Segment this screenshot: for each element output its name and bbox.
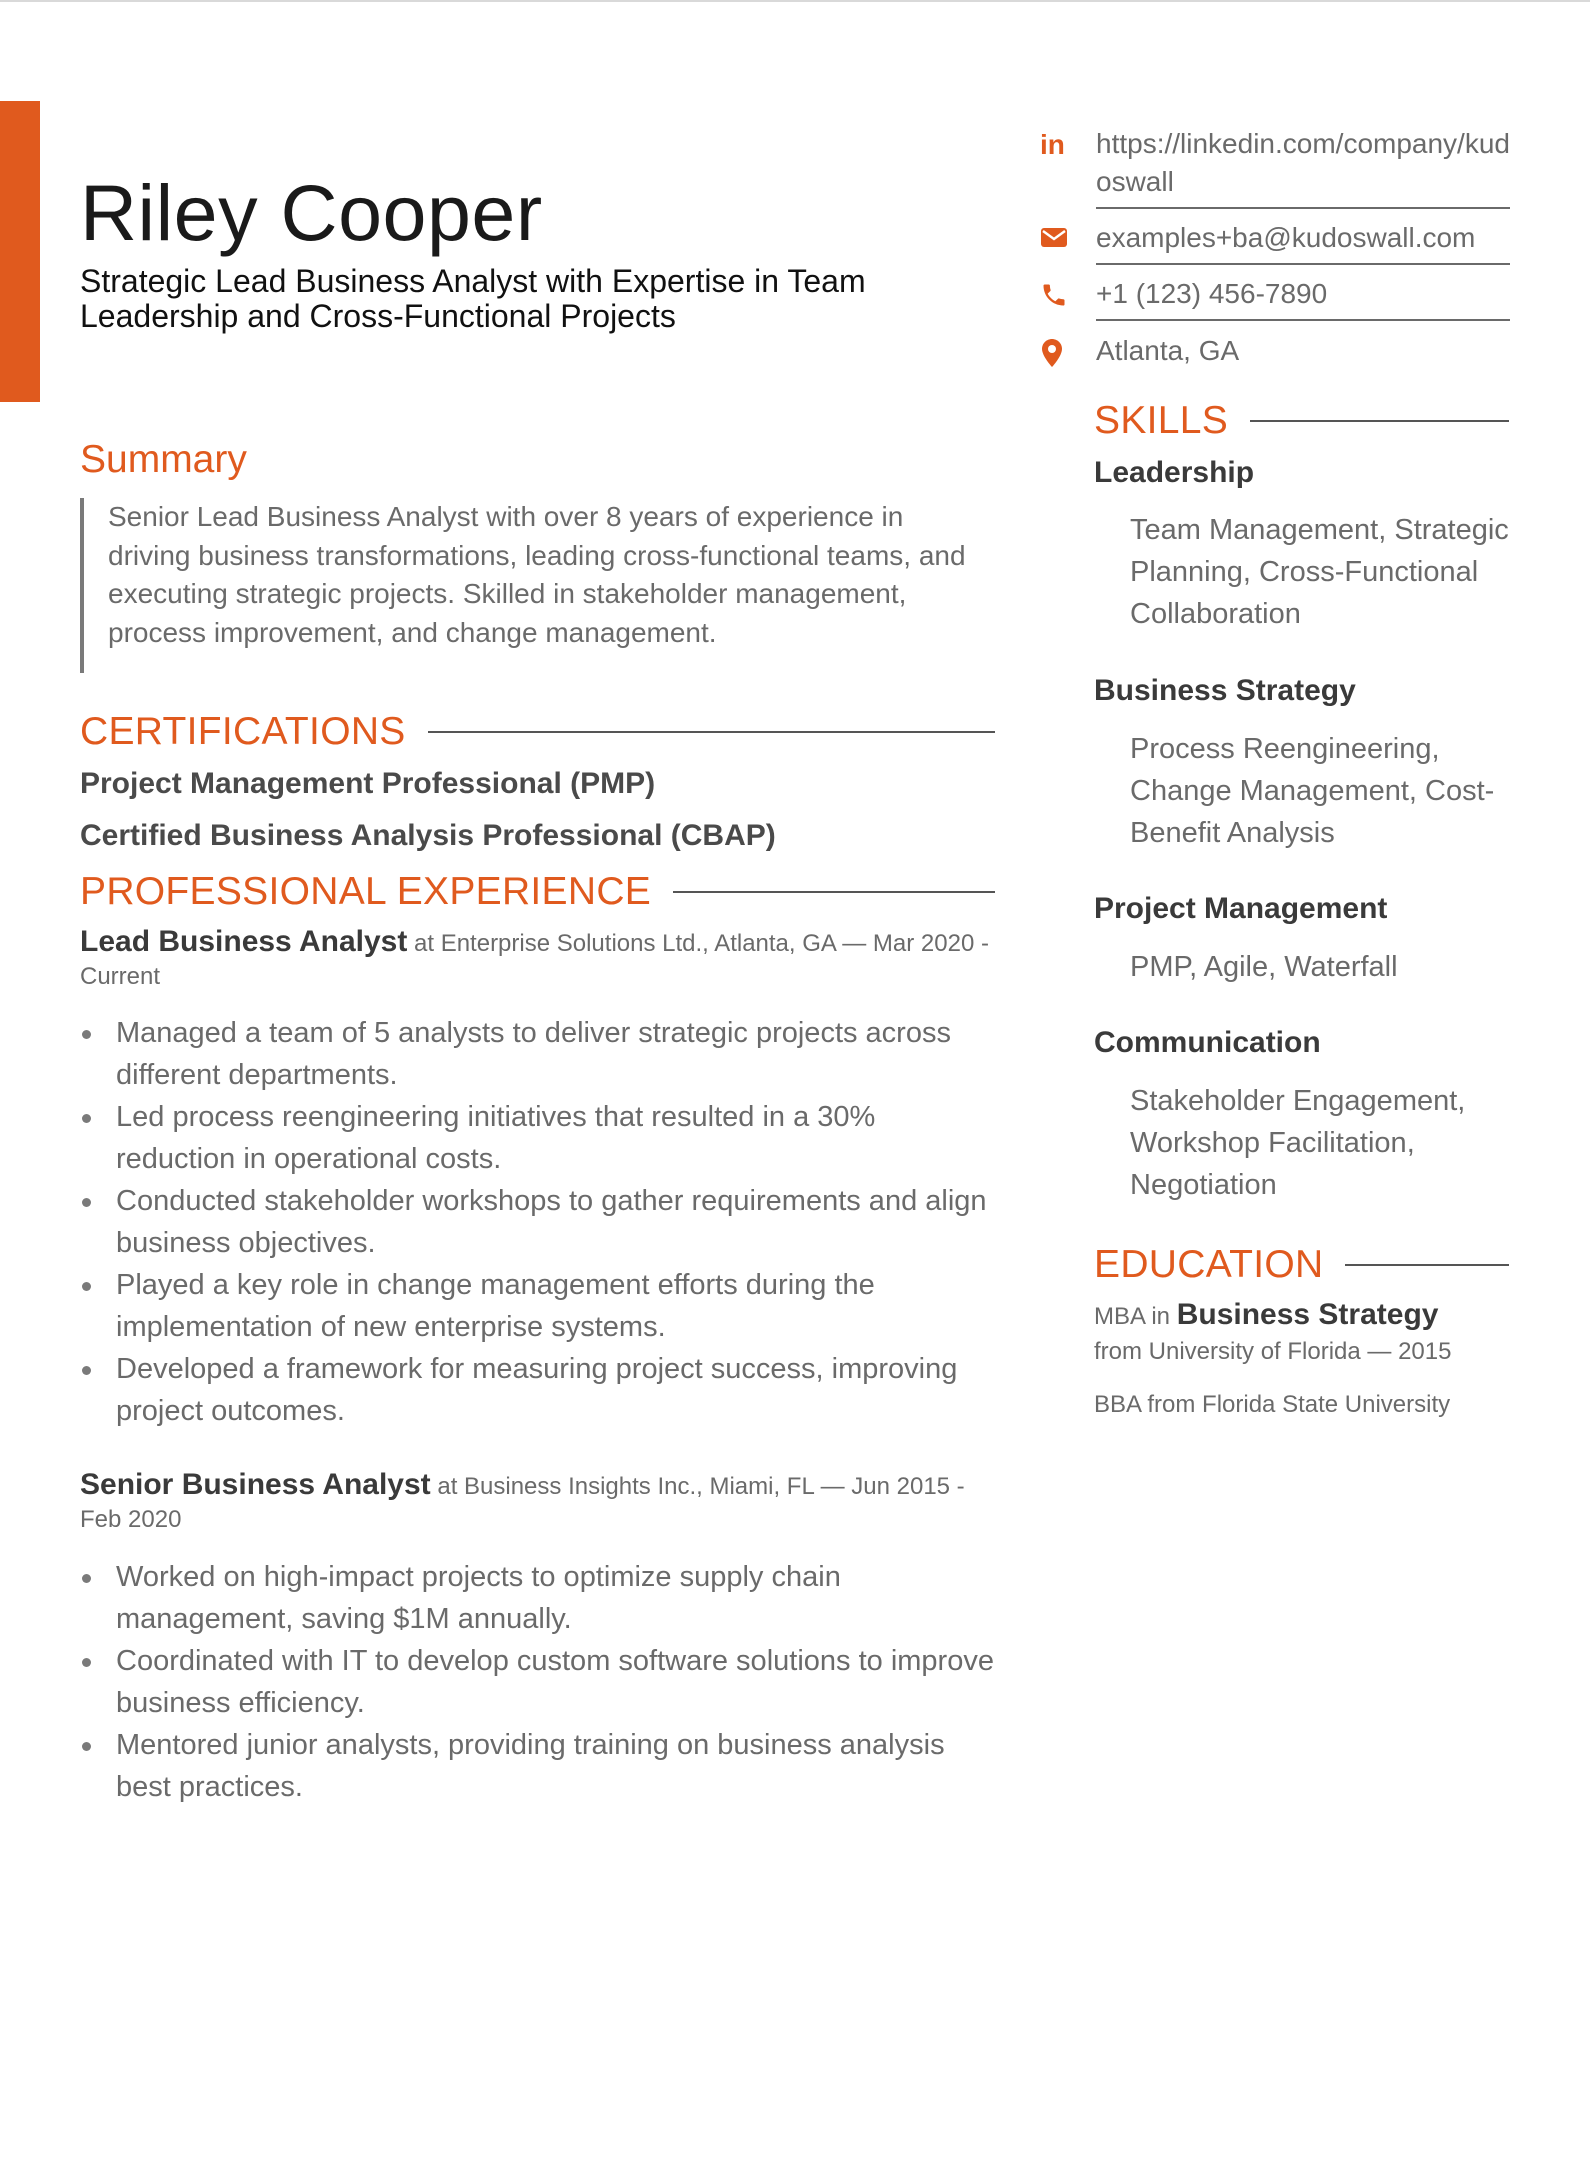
- contact-linkedin[interactable]: [1040, 125, 1510, 209]
- skill-category: Business Strategy: [1094, 674, 1356, 707]
- top-border: [0, 0, 1590, 2]
- section-divider: [673, 891, 995, 893]
- job-bullet-list: [80, 1556, 995, 1808]
- skill-category: Leadership: [1094, 456, 1255, 489]
- skills-heading: [1094, 395, 1509, 447]
- candidate-headline: Strategic Lead Business Analyst with Expertise in Team Leadership and Cross-Functional Projects: [80, 263, 866, 334]
- job-bullet: Coordinated with IT to develop custom software solutions to improve business efficiency.: [80, 1640, 995, 1724]
- education-heading: [1094, 1239, 1509, 1291]
- accent-bar: [0, 101, 40, 402]
- skill-items: Process Reengineering, Change Management, Cost-Benefit Analysis: [1130, 733, 1495, 849]
- linkedin-icon: in: [1040, 129, 1065, 160]
- phone-number[interactable]: +1 (123) 456-7890: [1096, 275, 1510, 321]
- job-role: Senior Business Analyst: [80, 1468, 431, 1501]
- skill-items: Team Management, Strategic Planning, Cross-Functional Collaboration: [1130, 514, 1509, 630]
- job-bullet: Led process reengineering initiatives that resulted in a 30% reduction in operational costs.: [80, 1096, 995, 1180]
- education-heading-label: EDUCATION: [1094, 1243, 1324, 1286]
- education-entry: [1094, 1299, 1534, 1333]
- skill-category: Communication: [1094, 1026, 1321, 1059]
- email-address[interactable]: examples+ba@kudoswall.com: [1096, 219, 1510, 265]
- job-bullet-list: [80, 1012, 995, 1432]
- email-icon: [1040, 219, 1096, 249]
- certifications-heading-label: CERTIFICATIONS: [80, 710, 406, 753]
- job-header: [80, 1468, 995, 1536]
- certification-item: Certified Business Analysis Professional (CBAP): [80, 819, 776, 852]
- location-text: Atlanta, GA: [1096, 335, 1240, 366]
- skill-items: PMP, Agile, Waterfall: [1130, 951, 1398, 983]
- education-entry: BBA from Florida State University: [1094, 1391, 1451, 1418]
- contact-location: [1040, 332, 1510, 370]
- section-divider: [428, 731, 995, 733]
- skill-category: Project Management: [1094, 892, 1388, 925]
- certifications-heading: [80, 706, 995, 758]
- experience-heading-label: PROFESSIONAL EXPERIENCE: [80, 870, 652, 913]
- summary-text: Senior Lead Business Analyst with over 8 years of experience in driving business transformations, leading cross-functional teams, and executing strategic projects. Skilled in stakeholder management, process improvement, and change management.: [80, 498, 990, 673]
- experience-heading: [80, 866, 995, 918]
- education-degree: MBA in: [1094, 1303, 1177, 1330]
- job-bullet: Worked on high-impact projects to optimize supply chain management, saving $1M annually.: [80, 1556, 995, 1640]
- section-divider: [1250, 420, 1509, 422]
- skills-heading-label: SKILLS: [1094, 399, 1229, 442]
- job-bullet: Played a key role in change management efforts during the implementation of new enterprise systems.: [80, 1264, 995, 1348]
- job-bullet: Mentored junior analysts, providing training on business analysis best practices.: [80, 1724, 995, 1808]
- job-header: [80, 925, 995, 993]
- linkedin-url[interactable]: https://linkedin.com/company/kudoswall: [1096, 125, 1510, 209]
- job-bullet: Conducted stakeholder workshops to gather requirements and align business objectives.: [80, 1180, 995, 1264]
- education-field: Business Strategy: [1176, 1298, 1439, 1331]
- contact-phone[interactable]: [1040, 275, 1510, 321]
- certification-item: Project Management Professional (PMP): [80, 767, 656, 800]
- location-pin-icon: [1040, 332, 1096, 368]
- skill-items: Stakeholder Engagement, Workshop Facilitation, Negotiation: [1130, 1085, 1466, 1201]
- job-bullet: Managed a team of 5 analysts to deliver strategic projects across different departments.: [80, 1012, 995, 1096]
- section-divider: [1345, 1264, 1509, 1266]
- education-detail: from University of Florida — 2015: [1094, 1338, 1452, 1365]
- job-role: Lead Business Analyst: [80, 925, 408, 958]
- job-detail: at Enterprise Solutions Ltd., Atlanta, GA — Mar 2020 - Current: [80, 930, 989, 990]
- contact-email[interactable]: [1040, 219, 1510, 265]
- summary-heading: Summary: [80, 438, 247, 481]
- phone-icon: [1040, 275, 1096, 309]
- candidate-name: Riley Cooper: [80, 168, 543, 257]
- job-detail: at Business Insights Inc., Miami, FL — Jun 2015 - Feb 2020: [80, 1473, 965, 1533]
- job-bullet: Developed a framework for measuring project success, improving project outcomes.: [80, 1348, 995, 1432]
